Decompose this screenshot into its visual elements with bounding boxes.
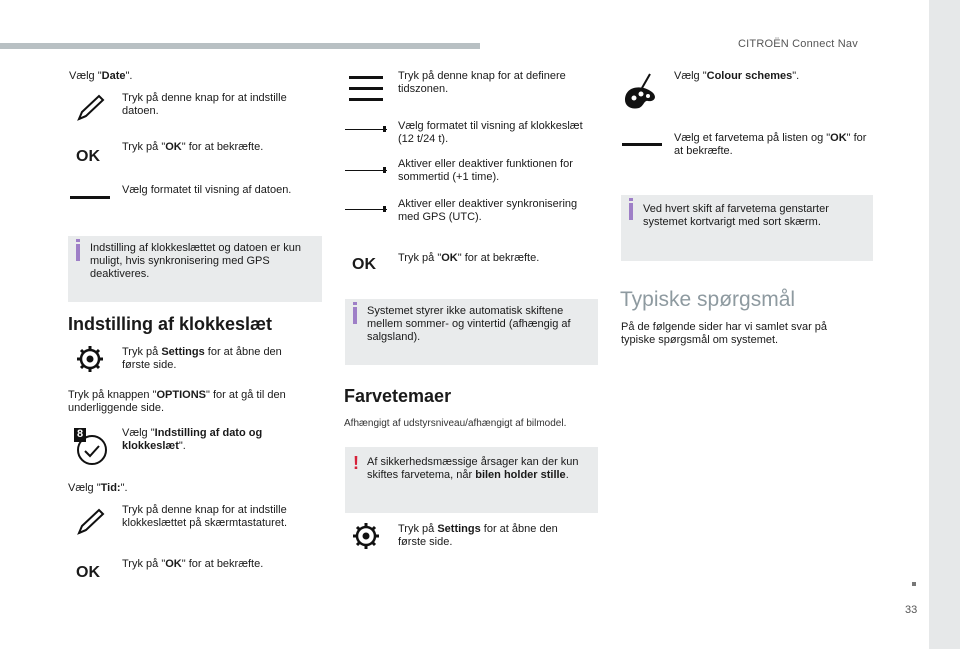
settings-gear-icon bbox=[352, 522, 380, 550]
info-icon bbox=[353, 307, 357, 324]
select-theme-text: Vælg et farvetema på listen og "OK" for at bekræfte. bbox=[674, 132, 867, 157]
ok-confirm-text: Tryk på "OK" for at bekræfte. bbox=[398, 252, 540, 264]
toggle-line-icon bbox=[345, 206, 387, 212]
equipment-note: Afhængigt af udstyrsniveau/afhængigt af bilmodel. bbox=[344, 418, 567, 429]
timezone-text: Tryk på denne knap for at definere tidszonen. bbox=[398, 70, 566, 95]
pencil-icon bbox=[75, 93, 107, 123]
info-icon bbox=[76, 244, 80, 261]
settings-open-text: Tryk på Settings for at åbne den første side. bbox=[122, 346, 282, 371]
select-tid-text: Vælg "Tid:". bbox=[68, 482, 128, 494]
settings-gear-icon bbox=[76, 345, 104, 373]
info-restart-text: Ved hvert skift af farvetema genstarter systemet kortvarigt med sort skærm. bbox=[643, 203, 829, 228]
pencil-date-text: Tryk på denne knap for at indstille datoen. bbox=[122, 92, 287, 117]
warning-box bbox=[345, 447, 598, 513]
list-line-icon bbox=[622, 143, 662, 146]
options-text: Tryk på knappen "OPTIONS" for at gå til den underliggende side. bbox=[68, 389, 286, 414]
summertime-text: Aktiver eller deaktiver funktionen for sommertid (+1 time). bbox=[398, 158, 573, 183]
ok-icon: OK bbox=[352, 256, 376, 273]
select-colour-schemes-text: Vælg "Colour schemes". bbox=[674, 70, 800, 82]
info-box-dst bbox=[345, 299, 598, 365]
clock-settings-icon bbox=[74, 428, 108, 466]
format-line-icon bbox=[70, 196, 110, 199]
gps-sync-text: Aktiver eller deaktiver synkronisering med GPS (UTC). bbox=[398, 198, 578, 223]
time-format-text: Vælg formatet til visning af klokkeslæt (12 t/24 t). bbox=[398, 120, 583, 145]
top-accent-bar bbox=[0, 43, 480, 49]
warning-icon: ! bbox=[353, 453, 359, 473]
pencil-icon bbox=[75, 507, 107, 537]
select-date-text: Vælg "Date". bbox=[69, 70, 133, 82]
end-marker bbox=[912, 582, 916, 586]
timezone-menu-icon bbox=[349, 76, 383, 102]
heading-clock-setting: Indstilling af klokkeslæt bbox=[68, 314, 273, 334]
info-icon bbox=[629, 203, 633, 220]
palette-brush-icon bbox=[622, 72, 660, 112]
ok-confirm-text: Tryk på "OK" for at bekræfte. bbox=[122, 141, 264, 153]
select-clock-setting-text: Vælg "Indstilling af dato og klokkeslæt". bbox=[122, 427, 263, 452]
info-gps-text: Indstilling af klokkeslættet og datoen er kun muligt, hvis synkronisering med GPS deaktiveres. bbox=[90, 242, 301, 280]
toggle-line-icon bbox=[345, 126, 387, 132]
brand-header: CITROËN Connect Nav bbox=[738, 38, 858, 50]
page-edge-strip bbox=[929, 0, 960, 649]
pencil-clock-text: Tryk på denne knap for at indstille klokkeslættet på skærmtastaturet. bbox=[122, 504, 288, 529]
ok-icon: OK bbox=[76, 148, 100, 165]
heading-color-themes: Farvetemaer bbox=[344, 386, 452, 406]
info-box-restart bbox=[621, 195, 873, 261]
info-box-gps bbox=[68, 236, 322, 302]
date-format-text: Vælg formatet til visning af datoen. bbox=[122, 184, 292, 196]
settings-open-text: Tryk på Settings for at åbne den første side. bbox=[398, 523, 558, 548]
warning-text: Af sikkerhedsmæssige årsager kan der kun skiftes farvetema, når bilen holder stille. bbox=[367, 456, 579, 481]
ok-confirm-text: Tryk på "OK" for at bekræfte. bbox=[122, 558, 264, 570]
info-dst-text: Systemet styrer ikke automatisk skiftene mellem sommer- og vintertid (afhængig af salgsland). bbox=[367, 305, 571, 343]
page-number: 33 bbox=[905, 604, 918, 616]
heading-faq: Typiske spørgsmål bbox=[620, 288, 796, 311]
toggle-line-icon bbox=[345, 167, 387, 173]
faq-body-text: På de følgende sider har vi samlet svar på typiske spørgsmål om systemet. bbox=[621, 321, 828, 346]
clock-badge: 8 bbox=[77, 428, 84, 440]
ok-icon: OK bbox=[76, 564, 100, 581]
